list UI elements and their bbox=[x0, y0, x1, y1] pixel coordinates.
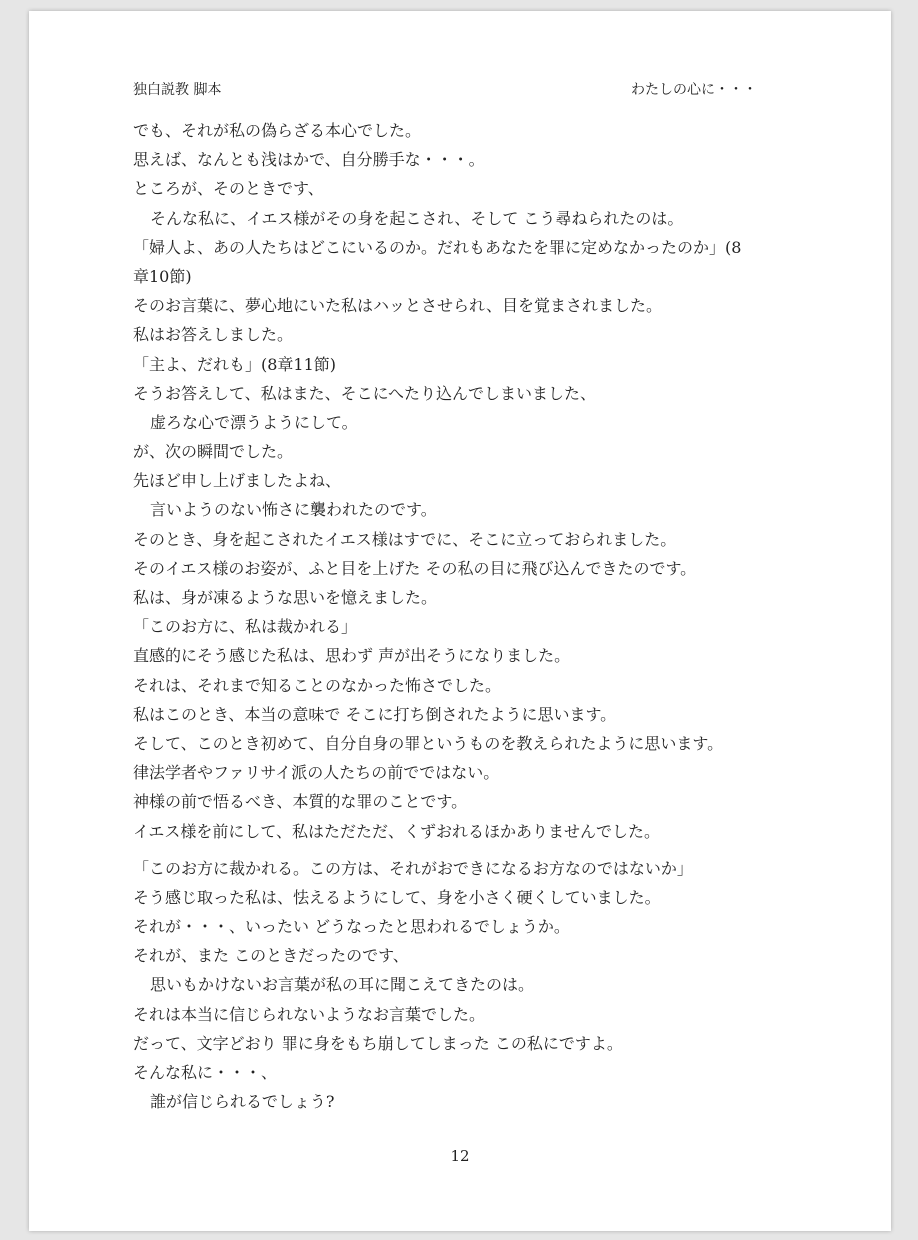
text-line: でも、それが私の偽らざる本心でした。 bbox=[133, 121, 422, 140]
text-line: 言いようのない怖さに襲われたのです。 bbox=[150, 500, 437, 520]
text-line: 「このお方に、私は裁かれる」 bbox=[133, 617, 358, 637]
text-line: それは本当に信じられないようなお言葉でした。 bbox=[133, 1004, 486, 1024]
page-number: 12 bbox=[450, 1147, 470, 1165]
text-line: 思えば、なんとも浅はかで、自分勝手な・・・。 bbox=[133, 150, 485, 170]
text-line: 虚ろな心で漂うようにして。 bbox=[150, 412, 358, 432]
text-line: 私は、身が凍るような思いを憶えました。 bbox=[133, 588, 438, 607]
text-line: そう感じ取った私は、怯えるようにして、身を小さく硬くしていました。 bbox=[133, 887, 661, 907]
text-line: それが、また このときだったのです、 bbox=[133, 946, 409, 966]
text-line: 律法学者やファリサイ派の人たちの前でではない。 bbox=[133, 763, 500, 783]
text-line: 誰が信じられるでしょう? bbox=[150, 1092, 335, 1112]
text-line: イエス様を前にして、私はただただ、くずおれるほかありませんでした。 bbox=[133, 821, 661, 841]
text-line: そのイエス様のお姿が、ふと目を上げた その私の目に飛び込んできたのです。 bbox=[133, 558, 697, 578]
text-line: 私はお答えしました。 bbox=[133, 325, 294, 345]
text-line: そんな私に・・・、 bbox=[133, 1063, 278, 1082]
text-line: それが・・・、いったい どうなったと思われるでしょうか。 bbox=[133, 917, 570, 937]
text-line: そうお答えして、私はまた、そこにへたり込んでしまいました、 bbox=[133, 383, 597, 403]
text-line: 先ほど申し上げましたよね、 bbox=[133, 471, 342, 491]
text-line: が、次の瞬間でした。 bbox=[133, 442, 294, 462]
text-line: そのお言葉に、夢心地にいた私はハッとさせられ、目を覚まされました。 bbox=[133, 296, 662, 316]
text-line: 思いもかけないお言葉が私の耳に聞こえてきたのは。 bbox=[150, 975, 535, 995]
header-title: 独白説教 脚本 bbox=[133, 82, 222, 98]
script-body bbox=[133, 116, 793, 1116]
header-chapter: わたしの心に・・・ bbox=[631, 82, 757, 98]
text-line: 「婦人よ、あの人たちはどこにいるのか。だれもあなたを罪に定めなかったのか」(8 bbox=[133, 237, 742, 257]
text-line: 章10節) bbox=[133, 266, 192, 286]
text-line: だって、文字どおり 罪に身をもち崩してしまった この私にですよ。 bbox=[133, 1033, 623, 1053]
text-line: 「このお方に裁かれる。この方は、それがおできになるお方なのではないか」 bbox=[133, 858, 693, 878]
document-page bbox=[29, 11, 891, 1231]
text-line: そんな私に、イエス様がその身を起こされ、そして こう尋ねられたのは。 bbox=[150, 208, 684, 228]
page-header bbox=[133, 79, 787, 99]
text-line: 「主よ、だれも」(8章11節) bbox=[133, 354, 337, 374]
text-line: それは、それまで知ることのなかった怖さでした。 bbox=[133, 675, 502, 695]
text-line: 私はこのとき、本当の意味で そこに打ち倒されたように思います。 bbox=[133, 704, 617, 724]
text-line: 神様の前で悟るべき、本質的な罪のことです。 bbox=[133, 792, 468, 812]
text-line: そして、このとき初めて、自分自身の罪というものを教えられたように思います。 bbox=[133, 733, 724, 753]
text-line: 直感的にそう感じた私は、思わず 声が出そうになりました。 bbox=[133, 646, 571, 666]
text-line: ところが、そのときです、 bbox=[133, 179, 324, 199]
text-line: そのとき、身を起こされたイエス様はすでに、そこに立っておられました。 bbox=[133, 529, 677, 549]
